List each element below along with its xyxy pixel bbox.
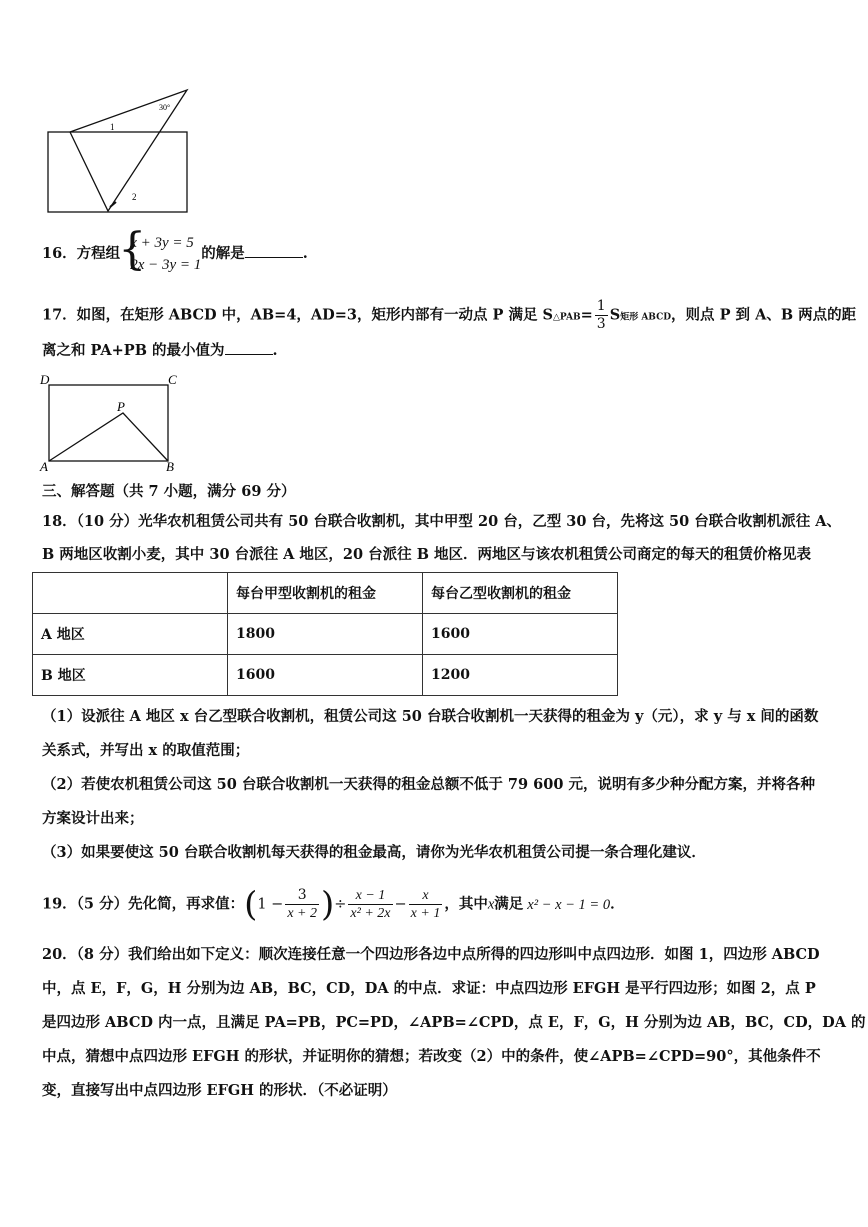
q17-frac-den: 3: [596, 316, 606, 332]
q19-one-minus: 1 −: [257, 896, 284, 913]
q17-sub1: △PAB: [553, 312, 581, 323]
right-paren: ): [321, 884, 335, 925]
q16-end: .: [302, 245, 308, 262]
table-header-cell: [33, 573, 228, 614]
table-header-row: [33, 573, 618, 614]
table-cell: 1800: [228, 614, 423, 655]
question-19: [42, 884, 625, 925]
q19-f2-den: x² + 2x: [350, 906, 391, 921]
q18-line2: B 两地区收割小麦，其中 30 台派往 A 地区，20 台派往 B 地区．两地区与该农机租赁公司商定的每天的租赁价格见表: [42, 546, 811, 563]
q20-line1: 20．（8 分）我们给出如下定义：顺次连接任意一个四边形各边中点所得的四边形叫中点四边形．如图 1，四边形 ABCD: [42, 946, 820, 963]
q19-minus: −: [394, 896, 407, 913]
q19-fraction-3: [409, 887, 443, 922]
equation-system: [118, 224, 202, 276]
question-17-line2: [42, 340, 278, 362]
table-row: [33, 655, 618, 696]
q19-f3-num: x: [409, 887, 443, 905]
table-cell: 1200: [423, 655, 618, 696]
table-cell: B 地区: [33, 655, 228, 696]
table-header-cell: 每台甲型收割机的租金: [228, 573, 423, 614]
table-cell: 1600: [228, 655, 423, 696]
section-heading: 三、解答题（共 7 小题，满分 69 分）: [42, 483, 296, 500]
q18-part3: （3）如果要使这 50 台联合收割机每天获得的租金最高，请你为光华农机租赁公司提一条合理化建议．: [42, 844, 706, 861]
q19-f1-den: x + 2: [287, 906, 317, 921]
q20-line2: 中，点 E，F，G，H 分别为边 AB，BC，CD，DA 的中点．求证：中点四边形 EFGH 是平行四边形；如图 2，点 P: [42, 980, 816, 997]
brace-glyph: {: [118, 224, 147, 275]
q16-eq2: 2x − 3y = 1: [130, 257, 202, 273]
table-cell: 1600: [423, 614, 618, 655]
figure-17: [38, 370, 188, 474]
q18-part2-line1: （2）若使农机租赁公司这 50 台联合收割机一天获得的租金总额不低于 79 600 元，说明有多少种分配方案，并将各种: [42, 776, 815, 793]
q19-f2-num: x − 1: [348, 887, 392, 905]
fig15-rectangle: [48, 132, 187, 212]
figure-15: [40, 85, 200, 217]
fig15-angle-label: 30°: [159, 103, 171, 112]
left-paren: (: [244, 884, 258, 925]
q19-end: ．: [610, 895, 625, 913]
question-17-line1: [42, 298, 856, 333]
q16-answer-blank[interactable]: [245, 257, 303, 258]
fig15-label-2: 2: [132, 192, 137, 202]
fig17-label-D: D: [40, 372, 50, 387]
q17-part2: ，则点 P 到 A、B 两点的距: [671, 306, 857, 324]
q17-line2: 离之和 PA+PB 的最小值为: [42, 342, 225, 359]
table-cell: A 地区: [33, 614, 228, 655]
q17-end: .: [272, 342, 278, 359]
fig15-label-1: 1: [110, 122, 115, 132]
question-16: [42, 224, 308, 276]
fig17-label-B: B: [166, 459, 174, 474]
q19-fraction-2: [348, 887, 392, 922]
q20-line4: 中点，猜想中点四边形 EFGH 的形状，并证明你的猜想；若改变（2）中的条件，使∠APB=∠CPD=90°，其他条件不: [42, 1048, 821, 1065]
q18-line1: 18．（10 分）光华农机租赁公司共有 50 台联合收割机，其中甲型 20 台，乙型 30 台，先将这 50 台联合收割机派往 A、: [42, 513, 842, 530]
rent-table: [32, 572, 618, 696]
q19-prefix: 19．（5 分）先化简，再求值：: [42, 895, 245, 913]
table-header-cell: 每台乙型收割机的租金: [423, 573, 618, 614]
q19-cond-text: 满足: [494, 895, 524, 913]
q17-eq: =: [580, 306, 593, 324]
q17-sub2: 矩形 ABCD: [620, 312, 672, 323]
q18-part1-line2: 关系式，并写出 x 的取值范围；: [42, 742, 250, 759]
fig17-label-P: P: [117, 399, 125, 414]
q16-suffix: 的解是: [201, 245, 245, 262]
q16-eq1: x + 3y = 5: [130, 235, 194, 251]
q19-f1-num: 3: [285, 887, 319, 905]
q18-part2-line2: 方案设计出来；: [42, 810, 144, 827]
q18-part1-line1: （1）设派往 A 地区 x 台乙型联合收割机，租赁公司这 50 台联合收割机一天获得的租金为 y（元），求 y 与 x 间的函数: [42, 708, 819, 725]
q16-prefix: 16．方程组: [42, 245, 121, 262]
q20-line5: 变，直接写出中点四边形 EFGH 的形状．（不必证明）: [42, 1082, 397, 1099]
q17-frac-num: 1: [596, 298, 606, 314]
fig17-label-C: C: [168, 372, 177, 387]
q19-fraction-1: [285, 887, 319, 922]
q20-line3: 是四边形 ABCD 内一点，且满足 PA=PB，PC=PD，∠APB=∠CPD，点 E，F，G，H 分别为边 AB，BC，CD，DA 的: [42, 1014, 866, 1031]
fig17-label-A: A: [40, 459, 48, 474]
q19-mid: ，其中: [444, 895, 488, 913]
q17-part1: 17．如图，在矩形 ABCD 中，AB=4，AD=3，矩形内部有一动点 P 满足 S: [42, 306, 553, 324]
q17-fraction: [595, 298, 608, 333]
table-row: [33, 614, 618, 655]
fig17-path-APB: [49, 413, 168, 461]
q19-cond: x² − x − 1 = 0: [527, 896, 611, 913]
q17-s2: S: [609, 306, 621, 324]
q19-div: ÷: [334, 896, 347, 913]
q17-answer-blank[interactable]: [225, 354, 273, 355]
q19-f3-den: x + 1: [410, 906, 441, 921]
q19-var: x: [487, 896, 495, 913]
